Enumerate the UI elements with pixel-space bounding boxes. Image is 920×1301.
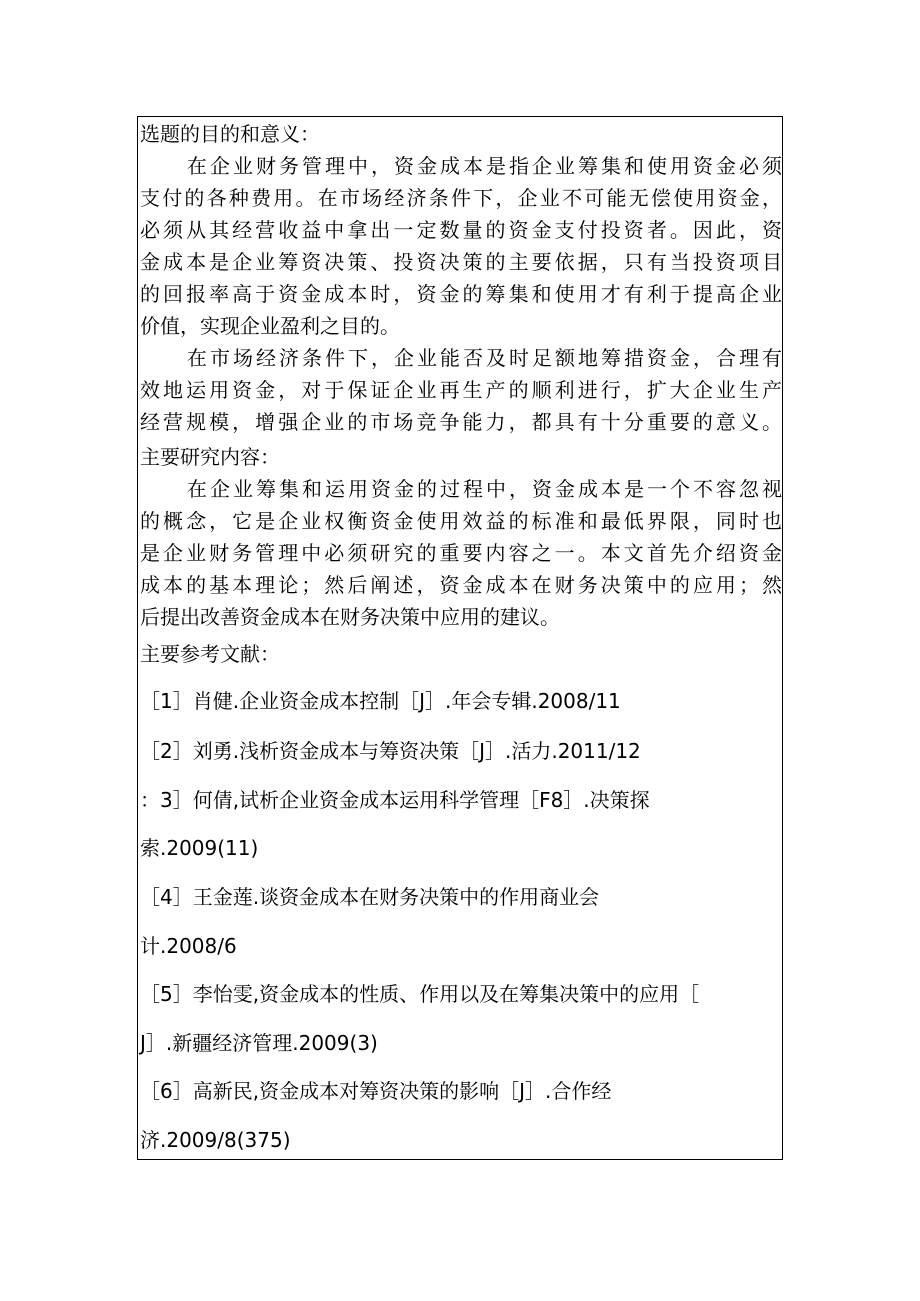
paragraph-line: 在市场经济条件下，企业能否及时足额地筹措资金，合理有: [187, 346, 782, 370]
reference-line: ［1］肖健.企业资金成本控制［J］.年会专辑.2008/11: [140, 689, 621, 713]
paragraph-line: 支付的各种费用。在市场经济条件下，企业不可能无偿使用资金，: [140, 186, 782, 210]
paragraph-line: 效地运用资金，对于保证企业再生产的顺利进行，扩大企业生产: [140, 378, 782, 402]
reference-line: ［2］刘勇.浅析资金成本与筹资决策［J］.活力.2011/12: [140, 739, 641, 763]
section-heading-references: 主要参考文献：: [140, 642, 280, 666]
paragraph-line: 的回报率高于资金成本时，资金的筹集和使用才有利于提高企业: [140, 282, 782, 306]
paragraph-line: 价值，实现企业盈利之目的。: [140, 314, 400, 338]
paragraph-line: 经营规模，增强企业的市场竞争能力，都具有十分重要的意义。: [140, 410, 782, 434]
reference-line: 计.2008/6: [140, 934, 237, 958]
reference-line: J］.新疆经济管理.2009(3): [140, 1031, 378, 1055]
section-heading-purpose: 选题的目的和意义：: [140, 122, 320, 146]
reference-line: ［4］王金莲.谈资金成本在财务决策中的作用商业会: [140, 885, 600, 909]
reference-line: ［6］高新民,资金成本对筹资决策的影响［J］.合作经: [140, 1079, 612, 1103]
section-heading-content: 主要研究内容：: [140, 445, 280, 469]
paragraph-line: 金成本是企业筹资决策、投资决策的主要依据，只有当投资项目: [140, 250, 782, 274]
reference-line: ［5］李怡雯,资金成本的性质、作用以及在筹集决策中的应用［: [140, 982, 700, 1006]
reference-line: 索.2009(11): [140, 836, 259, 860]
paragraph-line: 后提出改善资金成本在财务决策中应用的建议。: [140, 605, 560, 629]
paragraph-line: 成本的基本理论；然后阐述，资金成本在财务决策中的应用；然: [140, 573, 782, 597]
reference-line: ：3］何倩,试析企业资金成本运用科学管理［F8］.决策探: [140, 788, 650, 812]
paragraph-line: 在企业筹集和运用资金的过程中，资金成本是一个不容忽视: [187, 477, 782, 501]
paragraph-line: 必须从其经营收益中拿出一定数量的资金支付投资者。因此，资: [140, 218, 782, 242]
paragraph-line: 在企业财务管理中，资金成本是指企业筹集和使用资金必须: [187, 154, 782, 178]
reference-line: 济.2009/8(375): [140, 1128, 291, 1152]
paragraph-line: 的概念，它是企业权衡资金使用效益的标准和最低界限，同时也: [140, 509, 782, 533]
paragraph-line: 是企业财务管理中必须研究的重要内容之一。本文首先介绍资金: [140, 541, 782, 565]
